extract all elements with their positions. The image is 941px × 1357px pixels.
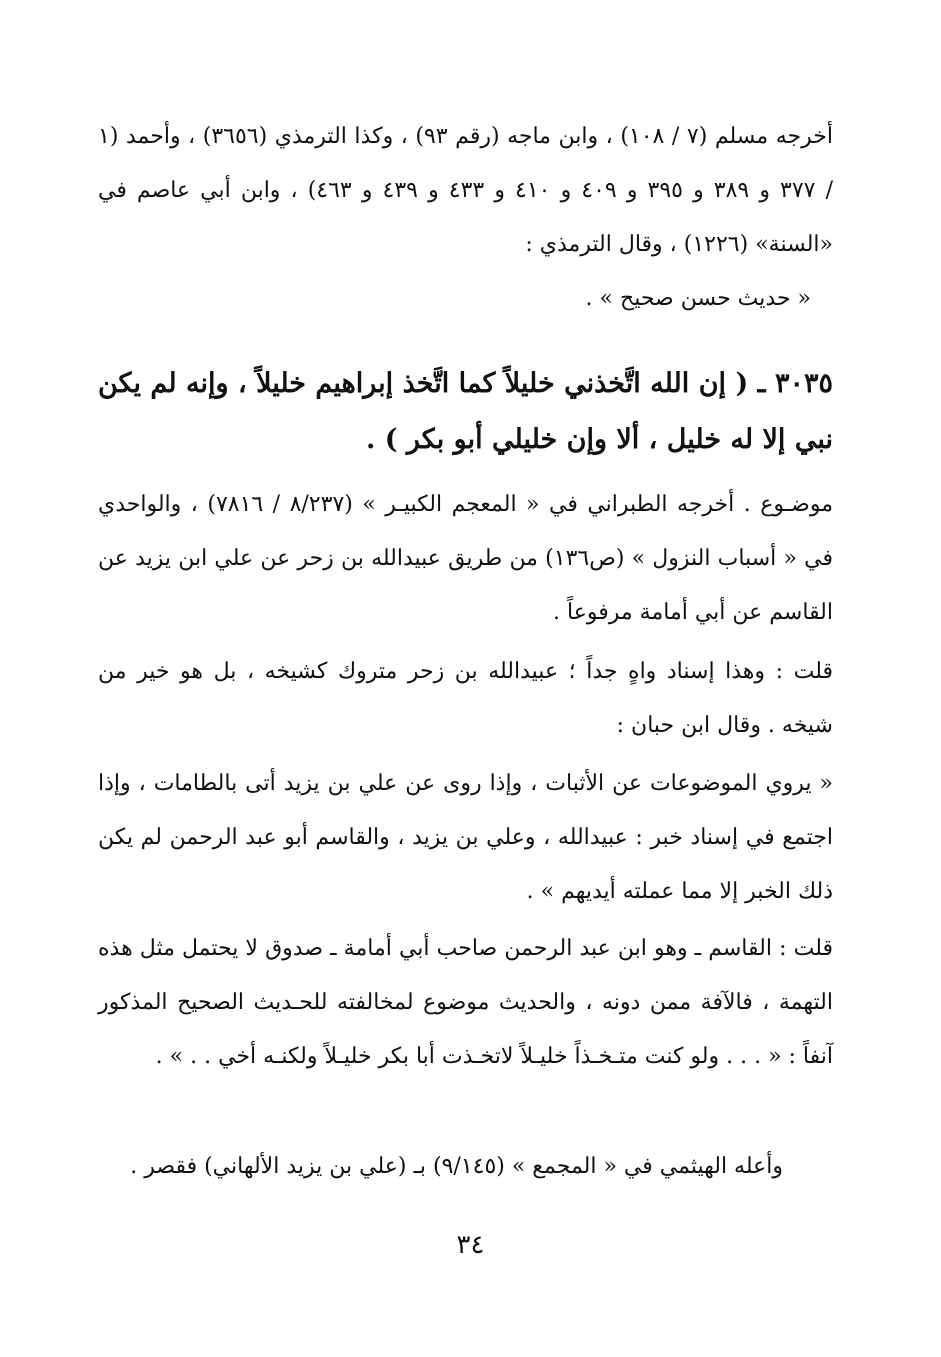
- comment-text-2: قلت : القاسم ـ وهو ابن عبد الرحمن صاحب أبي أمامة ـ صدوق لا يحتمل مثل هذه التهمة ، فالآفة ممن دونه ، والحديث موضوع لمخالفته للحـديث الصحيح المذكور آنفاً : « . . . ولو كنت متـخـذاً خليـلاً لاتخـذت أبا بكر خليـلاً ولكنـه أخي . . » .: [98, 936, 833, 1069]
- haythami-paragraph: [98, 1140, 833, 1194]
- tirmidhi-quote: [98, 272, 833, 326]
- quote-text: « حديث حسن صحيح » .: [585, 286, 811, 311]
- page-number: ٣٤: [456, 1230, 485, 1260]
- takhrij-text: أخرجه مسلم (٧ / ١٠٨) ، وابن ماجه (رقم ٩٣) ، وكذا الترمذي (٣٦٥٦) ، وأحمد (١ / ٣٧٧ و ٣٨٩ و ٣٩٥ و ٤٠٩ و ٤١٠ و ٤٣٣ و ٤٣٩ و ٤٦٣) ، وابن أبي عاصم في «السنة» (١٢٢٦) ، وقال الترمذي :: [98, 124, 833, 257]
- comment-paragraph-2: [98, 922, 833, 1084]
- comment-paragraph-1: [98, 645, 833, 753]
- ruling-paragraph: [98, 478, 833, 640]
- takhrij-paragraph-1: [98, 110, 833, 272]
- haythami-text: وأعله الهيثمي في « المجمع » (٩/١٤٥) بـ (علي بن يزيد الألهاني) فقصر .: [130, 1154, 783, 1179]
- ibn-hibban-quote: [98, 757, 833, 919]
- hadith-text: ٣٠٣٥ ـ ( إن الله اتَّخذني خليلاً كما اتَّخذ إبراهيم خليلاً ، وإنه لم يكن نبي إلا له خليل ، ألا وإن خليلي أبو بكر ) .: [98, 368, 833, 455]
- hadith-3035: [98, 356, 833, 468]
- comment-text: قلت : وهذا إسناد واهٍ جداً ؛ عبيدالله بن زحر متروك كشيخه ، بل هو خير من شيخه . وقال ابن حبان :: [98, 659, 833, 738]
- ruling-text: موضـوع . أخرجه الطبراني في « المعجم الكبيـر » (٨/٢٣٧ / ٧٨١٦) ، والواحدي في « أسباب النزول » (ص١٣٦) من طريق عبيدالله بن زحر عن علي ابن يزيد عن القاسم عن أبي أمامة مرفوعاً .: [98, 492, 833, 625]
- ibn-hibban-text: « يروي الموضوعات عن الأثبات ، وإذا روى عن علي بن يزيد أتى بالطامات ، وإذا اجتمع في إسناد خبر : عبيدالله ، وعلي بن يزيد ، والقاسم أبو عبد الرحمن لم يكن ذلك الخبر إلا مما عملته أيديهم » .: [98, 771, 833, 904]
